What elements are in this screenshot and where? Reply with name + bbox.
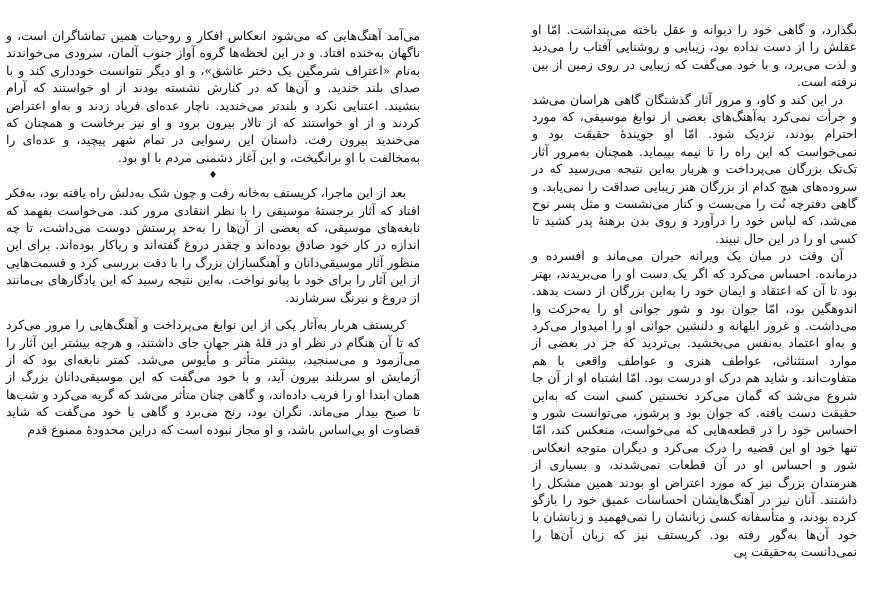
right-paragraph-3: آن وقت در میان یک ویرانه حیران می‌ماند و افسرده و درمانده. احساس می‌کرد که اگر یک دست او را می‌بریدند، بهتر بود تا آن که اعتقاد و ایمان خود را به‌این بزرگان از دست بدهد. اندوهگین بود، امّا جوان بود و شور جوانی او را به‌حرکت وا می‌داشت. و غرور ابلهانه و دلنشین جوانی او را امیدوار می‌کرد و به‌او اعتماد به‌نفس می‌بخشید. بی‌تردید که جز در بعضی از موارد استثنائی، عواطف هنری و عواطف واقعی با هم متفاوت‌اند. و شاید هم درک او درست بود. امّا اشتباه او از آن جا شروع می‌شد که گمان می‌کرد نخستین کسی است که به‌این حقیقت دست یافته. که جوان بود و پرشور، می‌توانست شور و احساس خود را در قطعه‌هایی که می‌خواست، منعکس کند، امّا تنها خود او این قضیه را درک می‌کرد و دیگران متوجه انعکاس شور و احساس او در آن قطعات نمی‌شدند، و بسیاری از هنرمندان بزرگ نیز که مورد اعتراض او بودند همین مشکل را داشتند. آنان نیز در آهنگ‌هایشان احساسات عمیق خود را بازگو کرده بودند، و متأسفانه کسی زبانشان را نمی‌فهمید و زبانشان با خود آن‌ها به‌گور رفته بود. کریستف نیز که زبان آن‌ها را نمی‌دانست به‌حقیقت پی	[532, 249, 857, 560]
left-page-text-column	[6, 28, 420, 439]
left-paragraph-3: کریستف هربار به‌آثار یکی از این نوابغ می‌پرداخت و آهنگ‌هایی را مرور می‌کرد که تا آن هنگام در نظر او در قلهٔ هنر جهان جای داشتند، و هرچه بیشتر این آثار را می‌آزمود و می‌سنجید، بیشتر متأثر و مأیوس می‌شد. کمتر نابغه‌ای بود که از آزمایش او سربلند بیرون آید، و با خود می‌گفت که این موسیقی‌دانان بزرگ از همان ابتدا او را فریب داده‌اند، و گاهی چنان متأثر می‌شد که گریه می‌کرد و شب‌ها تا صبح بیدار می‌ماند. نگران بود، رنج می‌برد و گاهی با خود می‌گفت که شاید قضاوت او بی‌اساس باشد، و او مجاز نبوده است که دراین محدودهٔ ممنوع قدم	[6, 318, 420, 437]
right-paragraph-1: بگذارد، و گاهی خود را دیوانه و عقل باخته می‌پنداشت. امّا او عقلش را از دست نداده بود، زیبایی و روشنایی آفتاب را می‌دید و لذت می‌برد، و با خود می‌گفت که زیبایی در روی زمین از بین نرفته است.	[532, 23, 857, 90]
left-paragraph-2: بعد از این ماجرا، کریستف به‌خانه رفت و چون شک به‌دلش راه یافته بود، به‌فکر افتاد که آثار برجستهٔ موسیقی را با نظر انتقادی مرور کند. می‌خواست بفهمد که نابغه‌های موسیقی، که بعضی از آن‌ها را به‌حد پرستش دوست می‌داشت، تا چه اندازه در کار خود صادق بوده‌اند و چقدر دروغ گفته‌اند و ریاکار بوده‌اند. برای این منظور آثار موسیقی‌دانان و آهنگسازان بزرگ را با دقت بررسی کرد و قسمت‌هایی از این آثار را برای خود با پیانو نواخت. به‌این نتیجه رسید که این یادگارهای بی‌مانند از دروغ و نیرنگ سرشارند.	[6, 186, 420, 305]
right-page-text-column	[532, 22, 857, 562]
section-separator-diamond: ♦	[208, 170, 218, 182]
left-page	[0, 0, 424, 610]
left-paragraph-1: می‌آمد آهنگ‌هایی که می‌شود انعکاس افکار و روحیات همین تماشاگران است، و ناگهان به‌خنده افتاد. و در این لحظه‌ها گروه آواز جنوب آلمان، سرودی می‌خواندند به‌نام «اعتراف شرمگین یک دختر عاشق»، و او دیگر نتوانست خودداری کند و با صدای بلند خندید. و آن‌ها که در کنارش نشسته بودند از او خواستند که آرام بنشیند. اعتنایی نکرد و بلندتر می‌خندید. ناچار عده‌ای فریاد زدند و به‌او اعتراض کردند و از او خواستند که از تالار بیرون برود و او نیز برخاست و همچنان که می‌خندید بیرون رفت. داستان این رسوایی در تمام شهر پیچید، و عده‌ای را به‌مخالفت با او برانگیخت، و این آغاز دشمنی مردم با او بود.	[6, 29, 420, 165]
right-paragraph-2: در این کند و کاو، و مرور آثار گذشتگان گاهی هراسان می‌شد و جرأت نمی‌کرد به‌آهنگ‌های بعضی از نوابغ موسیقی، که مورد احترام بودند، نزدیک شود. امّا او جویندهٔ حقیقت بود و نمی‌خواست که این راه را تا نیمه بپیماید. همچنان به‌مرور آثار تک‌تک بزرگان می‌پرداخت و هربار به‌این نتیجه می‌رسید که در سروده‌های هیچ کدام از بزرگان هنر زیبایی صداقت را نمی‌یابد. و گاهی دفترچه نُت را می‌بست و کنار می‌نشست و مثل پسر نوح می‌شد، که لباس خود را درآورد و روی بدن برهنهٔ پدر کشید تا کسی او را در این حال نبیند.	[532, 92, 857, 246]
page-gutter	[424, 0, 488, 610]
right-page	[488, 0, 877, 610]
